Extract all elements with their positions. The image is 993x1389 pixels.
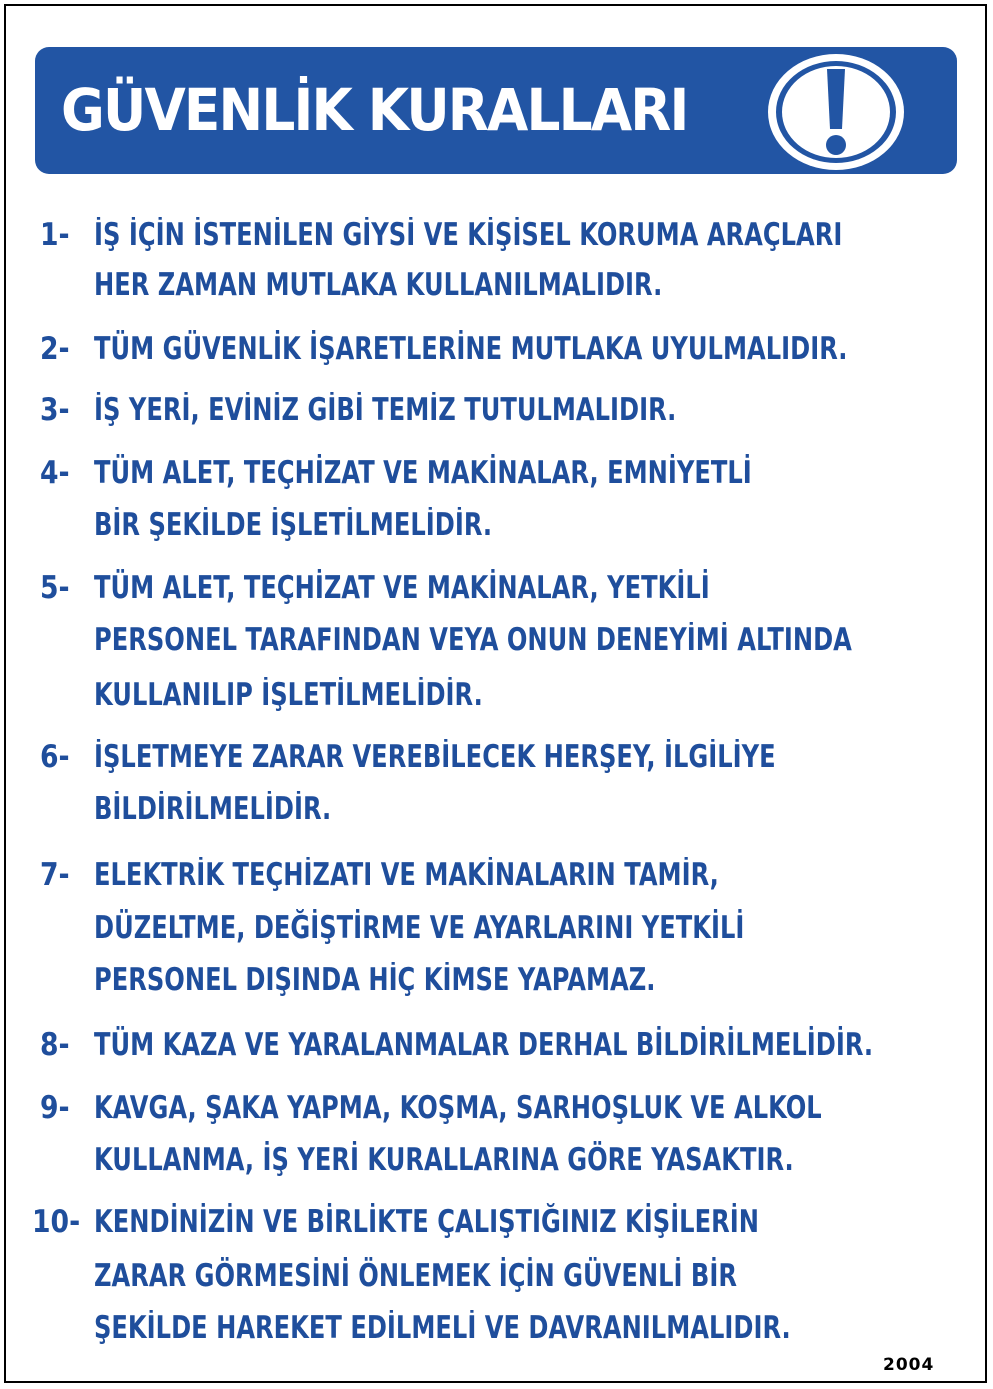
rule-number: 6- bbox=[40, 739, 70, 775]
rule-number: 10- bbox=[32, 1204, 81, 1240]
rule-text-line: İŞ İÇİN İSTENİLEN GİYSİ VE KİŞİSEL KORUMA ARAÇLARI bbox=[94, 217, 843, 253]
rule-text-line: ŞEKİLDE HAREKET EDİLMELİ VE DAVRANILMALIDIR. bbox=[94, 1310, 791, 1346]
rule-number: 3- bbox=[40, 392, 70, 428]
rule-number: 4- bbox=[40, 455, 70, 491]
rule-text-line: TÜM ALET, TEÇHİZAT VE MAKİNALAR, YETKİLİ bbox=[94, 570, 710, 606]
rule-text-line: İŞLETMEYE ZARAR VEREBİLECEK HERŞEY, İLGİLİYE bbox=[94, 739, 776, 775]
rule-text-line: KULLANILIP İŞLETİLMELİDİR. bbox=[94, 677, 483, 713]
rule-number: 5- bbox=[40, 570, 70, 606]
rule-text-line: TÜM KAZA VE YARALANMALAR DERHAL BİLDİRİLMELİDİR. bbox=[94, 1027, 874, 1063]
rule-text-line: KULLANMA, İŞ YERİ KURALLARINA GÖRE YASAKTIR. bbox=[94, 1142, 794, 1178]
rule-number: 9- bbox=[40, 1090, 70, 1126]
product-code: 2004 bbox=[883, 1355, 935, 1375]
rule-number: 7- bbox=[40, 857, 70, 893]
rule-text-line: KENDİNİZİN VE BİRLİKTE ÇALIŞTIĞINIZ KİŞİLERİN bbox=[94, 1204, 759, 1240]
rule-text-line: ZARAR GÖRMESİNİ ÖNLEMEK İÇİN GÜVENLİ BİR bbox=[94, 1258, 737, 1294]
sign-title: GÜVENLİK KURALLARI bbox=[61, 76, 688, 144]
rule-text-line: HER ZAMAN MUTLAKA KULLANILMALIDIR. bbox=[94, 267, 663, 303]
rule-text-line: DÜZELTME, DEĞİŞTİRME VE AYARLARINI YETKİLİ bbox=[94, 910, 745, 946]
rule-text-line: BİLDİRİLMELİDİR. bbox=[94, 791, 332, 827]
rule-text-line: ELEKTRİK TEÇHİZATI VE MAKİNALARIN TAMİR, bbox=[94, 857, 719, 893]
rule-text-line: İŞ YERİ, EVİNİZ GİBİ TEMİZ TUTULMALIDIR. bbox=[94, 392, 677, 428]
rule-text-line: PERSONEL TARAFINDAN VEYA ONUN DENEYİMİ ALTINDA bbox=[94, 622, 852, 658]
rule-text-line: BİR ŞEKİLDE İŞLETİLMELİDİR. bbox=[94, 507, 493, 543]
rule-text-line: PERSONEL DIŞINDA HİÇ KİMSE YAPAMAZ. bbox=[94, 962, 656, 998]
rule-number: 2- bbox=[40, 331, 70, 367]
rule-text-line: TÜM GÜVENLİK İŞARETLERİNE MUTLAKA UYULMALIDIR. bbox=[94, 331, 848, 367]
rule-number: 1- bbox=[40, 217, 70, 253]
rule-text-line: TÜM ALET, TEÇHİZAT VE MAKİNALAR, EMNİYETLİ bbox=[94, 455, 752, 491]
rule-text-line: KAVGA, ŞAKA YAPMA, KOŞMA, SARHOŞLUK VE ALKOL bbox=[94, 1090, 822, 1126]
rule-number: 8- bbox=[40, 1027, 70, 1063]
